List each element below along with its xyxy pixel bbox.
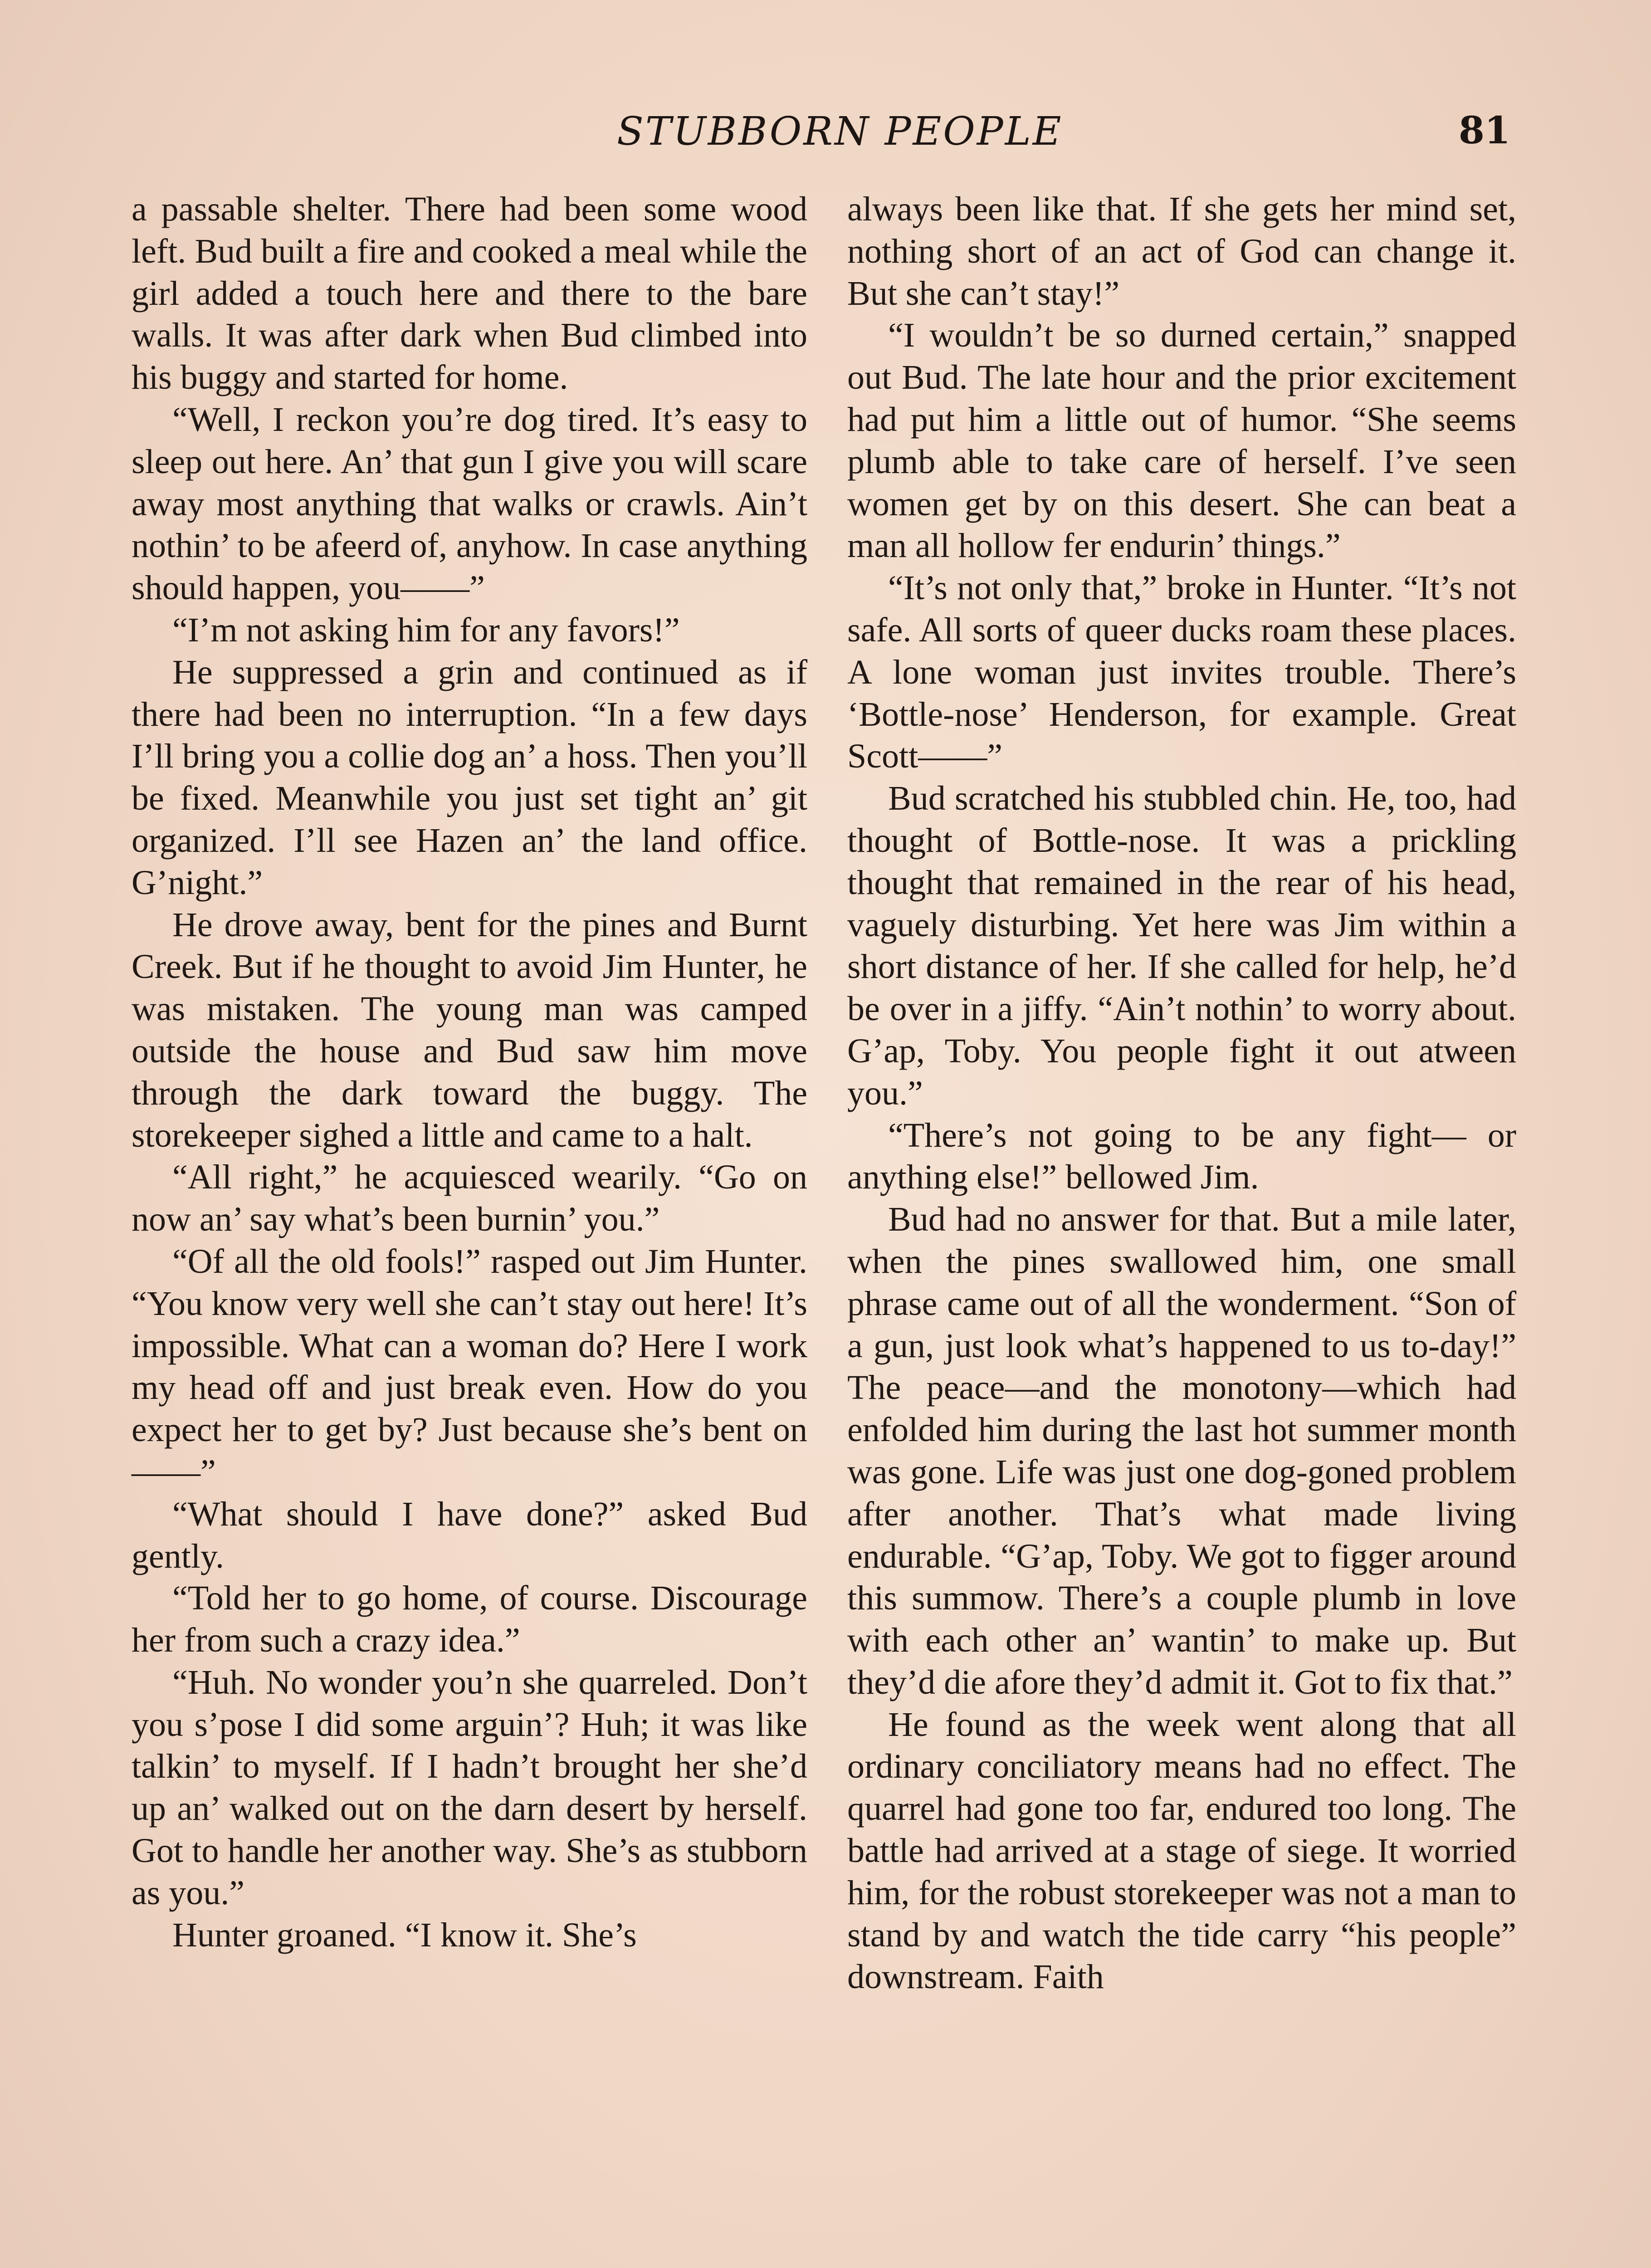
paragraph: “There’s not going to be any fight— or anything else!” bellowed Jim. xyxy=(847,1116,1516,1197)
running-title: STUBBORN PEOPLE xyxy=(617,109,1063,154)
paragraph: “All right,” he acquiesced wearily. “Go on now an’ say what’s been burnin’ you.” xyxy=(132,1158,807,1239)
paragraph: Bud scratched his stubbled chin. He, too, had thought of Bottle-nose. It was a prickling thought that remained in the rear of his head, vaguely disturbing. Yet here was Jim within a short distance of her. If she called for help, he’d be over in a jiffy. “Ain’t nothin’ to worry about. G’ap, Toby. You people fight it out atween you.” xyxy=(847,779,1516,1112)
paragraph: “Told her to go home, of course. Discourage her from such a crazy idea.” xyxy=(132,1579,807,1660)
paragraph: He found as the week went along that all ordinary conciliatory means had no effect. The quarrel had gone too far, endured too long. The battle had arrived at a stage of siege. It worried him, for the robust storekeeper was not a man to stand by and watch the tide carry “his people” downstream. Faith xyxy=(847,1705,1516,1996)
running-header xyxy=(0,109,1651,159)
paragraph: He drove away, bent for the pines and Burnt Creek. But if he thought to avoid Jim Hunter, he was mistaken. The young man was camped outside the house and Bud saw him move through the dark toward the buggy. The storekeeper sighed a little and came to a halt. xyxy=(132,905,807,1154)
paragraph: always been like that. If she gets her mind set, nothing short of an act of God can change it. But she can’t stay!” xyxy=(847,190,1516,313)
paragraph: a passable shelter. There had been some wood left. Bud built a fire and cooked a meal while the girl added a touch here and there to the bare walls. It was after dark when Bud climbed into his buggy and started for home. xyxy=(132,190,807,397)
paragraph: “I wouldn’t be so durned certain,” snapped out Bud. The late hour and the prior excitement had put him a little out of humor. “She seems plumb able to take care of herself. I’ve seen women get by on this desert. She can beat a man all hollow fer endurin’ things.” xyxy=(847,316,1516,565)
right-text-column xyxy=(847,188,1516,1998)
left-text-column xyxy=(132,188,807,1956)
paragraph: “It’s not only that,” broke in Hunter. “It’s not safe. All sorts of queer ducks roam these places. A lone woman just invites trouble. There’s ‘Bottle-nose’ Henderson, for example. Great Scott——” xyxy=(847,569,1516,776)
paragraph: He suppressed a grin and continued as if there had been no interruption. “In a few days I’ll bring you a collie dog an’ a hoss. Then you’ll be fixed. Meanwhile you just set tight an’ git organized. I’ll see Hazen an’ the land office. G’night.” xyxy=(132,653,807,902)
paragraph: “Huh. No wonder you’n she quarreled. Don’t you s’pose I did some arguin’? Huh; it was like talkin’ to myself. If I hadn’t brought her she’d up an’ walked out on the darn desert by herself. Got to handle her another way. She’s as stubborn as you.” xyxy=(132,1663,807,1912)
paragraph: Bud had no answer for that. But a mile later, when the pines swallowed him, one small phrase came out of all the wonderment. “Son of a gun, just look what’s happened to us to-day!” The peace—and the monotony—which had enfolded him during the last hot summer month was gone. Life was just one dog-goned problem after another. That’s what made living endurable. “G’ap, Toby. We got to figger around this summow. There’s a couple plumb in love with each other an’ wantin’ to make up. But they’d die afore they’d admit it. Got to fix that.” xyxy=(847,1200,1516,1701)
paragraph: “Well, I reckon you’re dog tired. It’s easy to sleep out here. An’ that gun I give you will scare away most anything that walks or crawls. Ain’t nothin’ to be afeerd of, anyhow. In case anything should happen, you——” xyxy=(132,400,807,607)
paragraph: Hunter groaned. “I know it. She’s xyxy=(172,1916,637,1954)
paragraph: “I’m not asking him for any favors!” xyxy=(172,611,680,649)
paragraph: “Of all the old fools!” rasped out Jim Hunter. “You know very well she can’t stay out here! It’s impossible. What can a woman do? Here I work my head off and just break even. How do you expect her to get by? Just because she’s bent on——” xyxy=(132,1242,807,1491)
page-number: 81 xyxy=(1458,109,1510,152)
paragraph: “What should I have done?” asked Bud gently. xyxy=(132,1495,807,1575)
